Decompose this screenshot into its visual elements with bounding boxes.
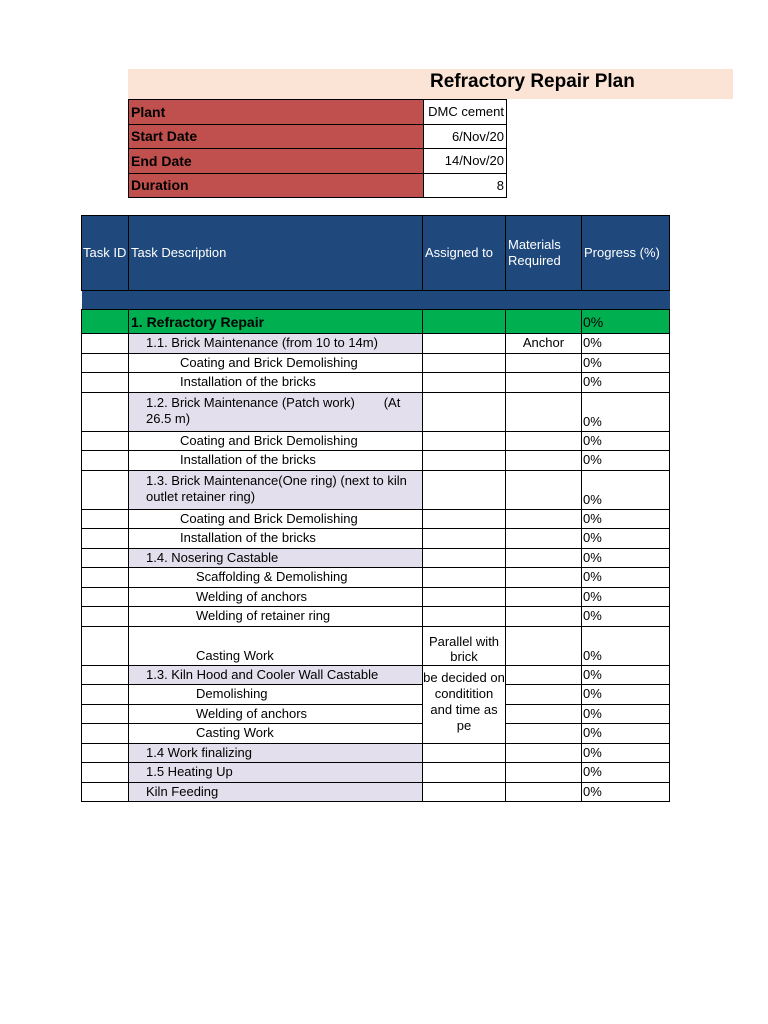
plan-info-table — [128, 99, 507, 198]
info-label[interactable]: Plant — [129, 100, 424, 125]
task-id-cell[interactable] — [82, 685, 129, 705]
materials-cell[interactable] — [506, 373, 582, 393]
table-row — [82, 743, 670, 763]
task-id-cell[interactable] — [82, 626, 129, 665]
page-title: Refractory Repair Plan — [430, 71, 635, 92]
assigned-cell[interactable] — [423, 310, 506, 334]
progress-cell[interactable]: 0% — [582, 548, 670, 568]
materials-cell[interactable] — [506, 451, 582, 471]
progress-cell[interactable]: 0% — [582, 451, 670, 471]
task-id-cell[interactable] — [82, 470, 129, 509]
table-row — [82, 509, 670, 529]
task-id-cell[interactable] — [82, 743, 129, 763]
table-row — [82, 451, 670, 471]
task-description[interactable]: Installation of the bricks — [129, 529, 423, 549]
task-id-cell[interactable] — [82, 587, 129, 607]
table-row — [82, 607, 670, 627]
assigned-cell[interactable] — [423, 451, 506, 471]
progress-cell[interactable]: 0% — [582, 431, 670, 451]
info-label[interactable]: Duration — [129, 173, 424, 198]
materials-cell[interactable] — [506, 626, 582, 665]
task-id-cell[interactable] — [82, 782, 129, 802]
materials-cell[interactable] — [506, 743, 582, 763]
task-id-cell[interactable] — [82, 724, 129, 744]
assigned-merged-note[interactable]: be decided on conditition and time as pe — [423, 665, 506, 743]
progress-cell[interactable]: 0% — [582, 310, 670, 334]
task-id-cell[interactable] — [82, 509, 129, 529]
materials-cell[interactable] — [506, 431, 582, 451]
assigned-cell[interactable] — [423, 548, 506, 568]
band-cell — [82, 291, 129, 310]
section-row — [82, 310, 670, 334]
assigned-cell[interactable] — [423, 763, 506, 783]
materials-cell[interactable] — [506, 353, 582, 373]
task-description[interactable]: Demolishing — [129, 685, 423, 705]
table-row — [82, 373, 670, 393]
task-id-cell[interactable] — [82, 451, 129, 471]
task-id-cell[interactable] — [82, 334, 129, 354]
materials-cell[interactable] — [506, 685, 582, 705]
table-row — [82, 626, 670, 665]
task-description[interactable]: 1.2. Brick Maintenance (Patch work) (At 26.5 m) — [129, 392, 423, 431]
task-description[interactable]: 1.4. Nosering Castable — [129, 548, 423, 568]
task-description[interactable]: Kiln Feeding — [129, 782, 423, 802]
materials-cell[interactable] — [506, 529, 582, 549]
materials-cell[interactable] — [506, 665, 582, 685]
progress-cell[interactable]: 0% — [582, 607, 670, 627]
table-row — [82, 587, 670, 607]
header-band — [82, 291, 670, 310]
assigned-cell[interactable] — [423, 509, 506, 529]
progress-cell[interactable]: 0% — [582, 392, 670, 431]
table-row — [82, 724, 670, 744]
band-cell — [129, 291, 423, 310]
assigned-cell[interactable] — [423, 743, 506, 763]
table-row — [82, 529, 670, 549]
materials-cell[interactable] — [506, 782, 582, 802]
progress-cell[interactable]: 0% — [582, 568, 670, 588]
materials-cell[interactable] — [506, 310, 582, 334]
materials-cell[interactable] — [506, 548, 582, 568]
task-description[interactable]: Installation of the bricks — [129, 451, 423, 471]
materials-cell[interactable] — [506, 724, 582, 744]
materials-cell[interactable] — [506, 704, 582, 724]
assigned-cell[interactable] — [423, 334, 506, 354]
materials-cell[interactable] — [506, 587, 582, 607]
info-value[interactable]: 14/Nov/20 — [424, 149, 507, 174]
task-description[interactable]: Casting Work — [129, 724, 423, 744]
task-id-cell[interactable] — [82, 665, 129, 685]
task-description[interactable]: Coating and Brick Demolishing — [129, 509, 423, 529]
task-description[interactable]: Welding of anchors — [129, 704, 423, 724]
task-description[interactable]: Installation of the bricks — [129, 373, 423, 393]
progress-cell[interactable]: 0% — [582, 373, 670, 393]
table-row — [82, 763, 670, 783]
task-id-cell[interactable] — [82, 763, 129, 783]
materials-cell[interactable] — [506, 763, 582, 783]
materials-cell[interactable] — [506, 568, 582, 588]
assigned-cell[interactable] — [423, 470, 506, 509]
table-row — [82, 392, 670, 431]
task-description[interactable]: Welding of retainer ring — [129, 607, 423, 627]
assigned-cell[interactable] — [423, 431, 506, 451]
table-row — [82, 334, 670, 354]
task-id-cell[interactable] — [82, 568, 129, 588]
info-row-plant — [129, 100, 507, 125]
task-description[interactable]: Welding of anchors — [129, 587, 423, 607]
materials-cell[interactable] — [506, 607, 582, 627]
header-task-id[interactable]: Task ID — [82, 216, 129, 291]
table-row — [82, 665, 670, 685]
info-row-start-date — [129, 124, 507, 149]
task-description[interactable]: 1.1. Brick Maintenance (from 10 to 14m) — [129, 334, 423, 354]
materials-cell[interactable] — [506, 470, 582, 509]
task-description[interactable]: Casting Work — [129, 626, 423, 665]
task-id-cell[interactable] — [82, 607, 129, 627]
assigned-cell[interactable] — [423, 373, 506, 393]
task-id-cell[interactable] — [82, 373, 129, 393]
band-cell — [423, 291, 506, 310]
task-description[interactable]: 1.3. Kiln Hood and Cooler Wall Castable — [129, 665, 423, 685]
assigned-cell[interactable] — [423, 587, 506, 607]
task-table — [81, 215, 670, 802]
header-materials-required[interactable]: Materials Required — [506, 216, 582, 291]
progress-cell[interactable]: 0% — [582, 685, 670, 705]
table-row — [82, 782, 670, 802]
task-description[interactable]: Coating and Brick Demolishing — [129, 353, 423, 373]
progress-cell[interactable]: 0% — [582, 334, 670, 354]
progress-cell[interactable]: 0% — [582, 782, 670, 802]
assigned-cell[interactable] — [423, 529, 506, 549]
header-assigned-to[interactable]: Assigned to — [423, 216, 506, 291]
task-id-cell[interactable] — [82, 392, 129, 431]
progress-cell[interactable]: 0% — [582, 529, 670, 549]
task-id-cell[interactable] — [82, 310, 129, 334]
progress-cell[interactable]: 0% — [582, 704, 670, 724]
table-row — [82, 353, 670, 373]
assigned-cell[interactable] — [423, 392, 506, 431]
table-row — [82, 685, 670, 705]
assigned-cell[interactable] — [423, 353, 506, 373]
table-header-row — [82, 216, 670, 291]
task-id-cell[interactable] — [82, 353, 129, 373]
info-row-duration — [129, 173, 507, 198]
assigned-cell[interactable]: Parallel with brick — [423, 626, 506, 665]
progress-cell[interactable]: 0% — [582, 626, 670, 665]
assigned-cell[interactable] — [423, 607, 506, 627]
header-task-description[interactable]: Task Description — [129, 216, 423, 291]
progress-cell[interactable]: 0% — [582, 353, 670, 373]
table-row — [82, 470, 670, 509]
task-id-cell[interactable] — [82, 529, 129, 549]
task-description[interactable]: Scaffolding & Demolishing — [129, 568, 423, 588]
progress-cell[interactable]: 0% — [582, 509, 670, 529]
task-id-cell[interactable] — [82, 704, 129, 724]
section-title[interactable]: 1. Refractory Repair — [129, 310, 423, 334]
progress-cell[interactable]: 0% — [582, 724, 670, 744]
table-row — [82, 431, 670, 451]
table-row — [82, 568, 670, 588]
title-bar — [128, 69, 733, 99]
band-cell — [582, 291, 670, 310]
assigned-cell[interactable] — [423, 782, 506, 802]
progress-cell[interactable]: 0% — [582, 665, 670, 685]
table-row — [82, 704, 670, 724]
task-description[interactable]: 1.3. Brick Maintenance(One ring) (next to kiln outlet retainer ring) — [129, 470, 423, 509]
progress-cell[interactable]: 0% — [582, 763, 670, 783]
info-label[interactable]: End Date — [129, 149, 424, 174]
task-description[interactable]: Coating and Brick Demolishing — [129, 431, 423, 451]
assigned-cell[interactable] — [423, 568, 506, 588]
progress-cell[interactable]: 0% — [582, 470, 670, 509]
band-cell — [506, 291, 582, 310]
info-label[interactable]: Start Date — [129, 124, 424, 149]
materials-cell[interactable] — [506, 509, 582, 529]
progress-cell[interactable]: 0% — [582, 743, 670, 763]
table-row — [82, 548, 670, 568]
materials-cell[interactable]: Anchor — [506, 334, 582, 354]
info-value[interactable]: DMC cement — [424, 100, 507, 125]
header-progress[interactable]: Progress (%) — [582, 216, 670, 291]
info-row-end-date — [129, 149, 507, 174]
info-value[interactable]: 6/Nov/20 — [424, 124, 507, 149]
task-id-cell[interactable] — [82, 548, 129, 568]
task-id-cell[interactable] — [82, 431, 129, 451]
task-description[interactable]: 1.5 Heating Up — [129, 763, 423, 783]
materials-cell[interactable] — [506, 392, 582, 431]
task-description[interactable]: 1.4 Work finalizing — [129, 743, 423, 763]
info-value[interactable]: 8 — [424, 173, 507, 198]
progress-cell[interactable]: 0% — [582, 587, 670, 607]
